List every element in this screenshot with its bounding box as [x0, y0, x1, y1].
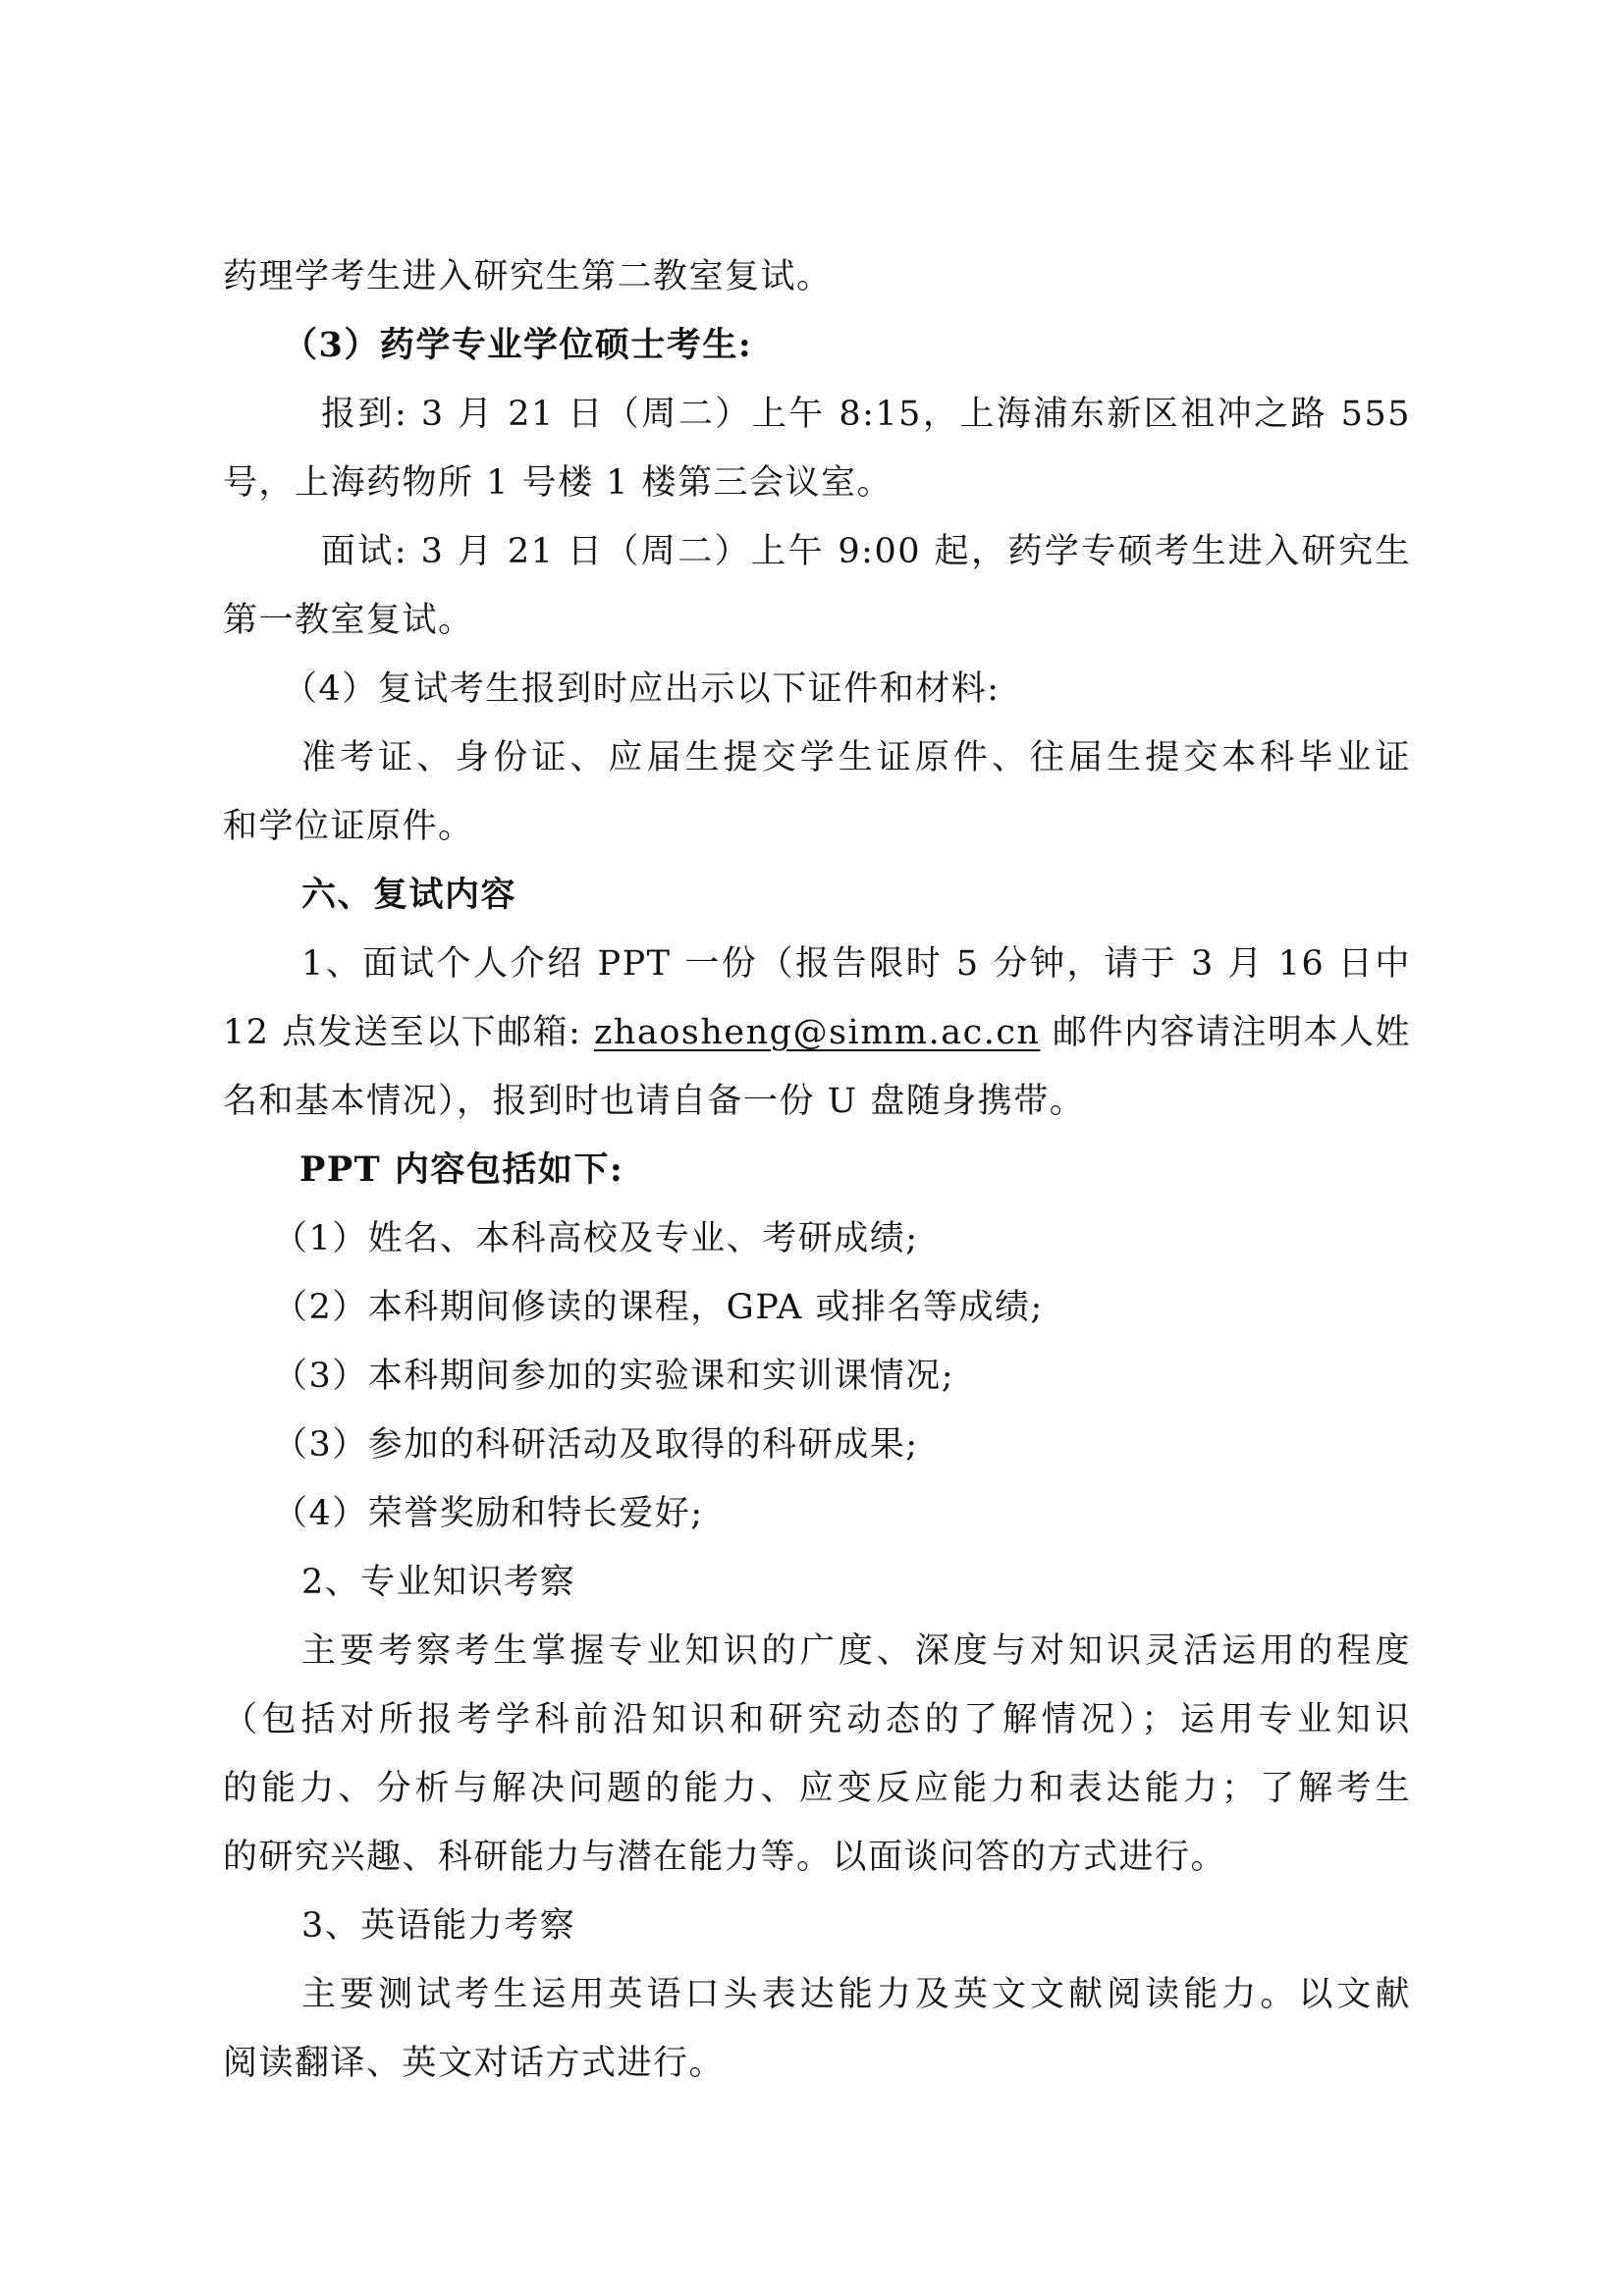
subsection-heading-knowledge: 2、专业知识考察: [301, 1563, 576, 1602]
text-line: 1、面试个人介绍 PPT 一份（报告限时 5 分钟，请于 3 月 16 日中: [301, 944, 1411, 984]
text-line: 报到: 3 月 21 日（周二）上午 8:15，上海浦东新区祖冲之路 555: [321, 395, 1411, 434]
email-link[interactable]: zhaosheng@simm.ac.cn: [593, 1013, 1041, 1052]
email-intro-text: 12 点发送至以下邮箱:: [223, 1013, 582, 1052]
list-item: （3）参加的科研活动及取得的科研成果;: [273, 1425, 919, 1465]
text-line: 的研究兴趣、科研能力与潜在能力等。以面谈问答的方式进行。: [223, 1838, 1227, 1877]
text-line: 主要测试考生运用英语口头表达能力及英文文献阅读能力。以文献: [301, 1975, 1411, 2014]
text-line: 面试: 3 月 21 日（周二）上午 9:00 起，药学专硕考生进入研究生: [321, 532, 1411, 571]
section-heading-pharmacy-master: （3）药学专业学位硕士考生:: [283, 325, 753, 365]
text-line: （4）复试考生报到时应出示以下证件和材料:: [283, 669, 1001, 709]
text-line: 主要考察考生掌握专业知识的广度、深度与对知识灵活运用的程度: [301, 1631, 1411, 1671]
text-line: 阅读翻译、英文对话方式进行。: [223, 2044, 726, 2083]
text-line: 药理学考生进入研究生第二教室复试。: [223, 257, 833, 296]
section-heading-retest-content: 六、复试内容: [301, 875, 517, 915]
text-line: （包括对所报考学科前沿知识和研究动态的了解情况）；运用专业知识: [223, 1700, 1411, 1739]
text-line: 第一教室复试。: [223, 601, 474, 640]
text-line: 准考证、身份证、应届生提交学生证原件、往届生提交本科毕业证: [301, 738, 1411, 777]
list-item: （4）荣誉奖励和特长爱好;: [273, 1494, 704, 1533]
text-line: 号，上海药物所 1 号楼 1 楼第三会议室。: [223, 463, 893, 503]
text-line: 和学位证原件。: [223, 807, 474, 846]
ppt-content-heading: PPT 内容包括如下:: [299, 1149, 624, 1190]
list-item: （2）本科期间修读的课程，GPA 或排名等成绩;: [273, 1288, 1044, 1327]
email-note-text: 邮件内容请注明本人姓: [1052, 1013, 1411, 1052]
text-line-email: [223, 998, 1411, 1067]
subsection-heading-english: 3、英语能力考察: [301, 1906, 576, 1946]
list-item: （3）本科期间参加的实验课和实训课情况;: [273, 1357, 955, 1396]
list-item: （1）姓名、本科高校及专业、考研成绩;: [273, 1219, 919, 1258]
text-line: 名和基本情况），报到时也请自备一份 U 盘随身携带。: [223, 1082, 1086, 1121]
text-line: 的能力、分析与解决问题的能力、应变反应能力和表达能力；了解考生: [223, 1769, 1411, 1808]
